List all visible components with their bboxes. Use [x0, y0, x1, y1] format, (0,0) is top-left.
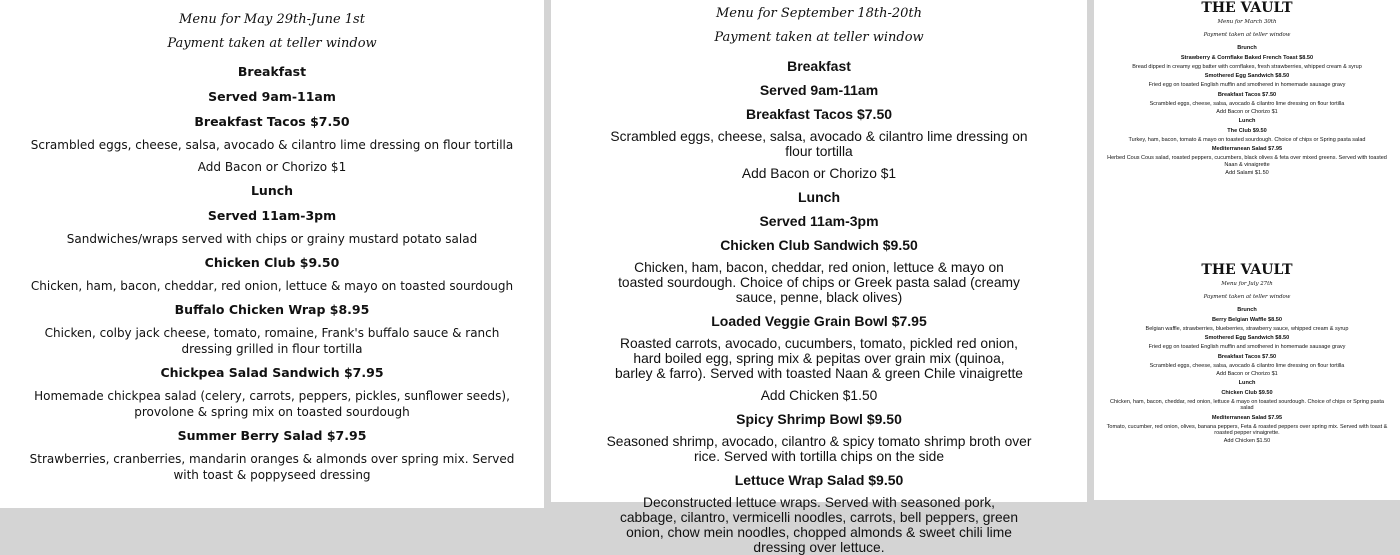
payment-note: Payment taken at teller window: [1203, 32, 1291, 38]
breakfast-tacos-desc: Scrambled eggs, cheese, salsa, avocado & cilantro lime dressing on flour tortilla: [610, 129, 1028, 159]
buffalo-wrap-title: Buffalo Chicken Wrap $8.95: [174, 302, 370, 317]
chicken-club-desc: Chicken, ham, bacon, cheddar, red onion, lettuce & mayo on toasted sourdough: [30, 279, 514, 293]
breakfast-tacos-addon: Add Bacon or Chorizo $1: [741, 166, 897, 181]
vault-logo: THE VAULT: [1201, 0, 1293, 16]
shrimp-bowl-title: Spicy Shrimp Bowl $9.50: [736, 411, 902, 427]
breakfast-hours: Served 9am-11am: [759, 82, 879, 98]
breakfast-tacos-addon: Add Bacon or Chorizo $1: [1216, 108, 1278, 115]
payment-note: Payment taken at teller window: [714, 30, 924, 45]
french-toast-desc: Bread dipped in creamy egg batter with cornflakes, fresh strawberries, whipped cream & syrup: [1132, 64, 1362, 70]
veggie-bowl-title: Loaded Veggie Grain Bowl $7.95: [711, 313, 927, 329]
lunch-heading: Lunch: [798, 189, 840, 205]
breakfast-heading: Breakfast: [787, 58, 851, 74]
vault-menu-july: [1094, 262, 1400, 500]
breakfast-tacos-addon: Add Bacon or Chorizo $1: [1216, 370, 1278, 377]
payment-note: Payment taken at teller window: [1203, 294, 1291, 300]
lunch-heading: Lunch: [250, 183, 294, 198]
vault-menu-march: [1094, 0, 1400, 262]
breakfast-heading: Breakfast: [237, 64, 307, 79]
breakfast-tacos-title: Breakfast Tacos $7.50: [1217, 91, 1277, 98]
menu-page-september: [551, 0, 1087, 555]
menu-title: Menu for September 18th-20th: [715, 6, 923, 21]
club-title: Chicken Club $9.50: [1221, 390, 1273, 397]
chickpea-desc: Homemade chickpea salad (celery, carrots, peppers, pickles, sunflower seeds), provolone & spring mix on toasted sourdough: [34, 389, 510, 419]
brunch-heading: Brunch: [1237, 307, 1257, 313]
lunch-hours: Served 11am-3pm: [207, 208, 337, 223]
lunch-note: Sandwiches/wraps served with chips or grainy mustard potato salad: [66, 232, 478, 246]
chickpea-title: Chickpea Salad Sandwich $7.95: [160, 365, 384, 380]
smothered-egg-desc: Fried egg on toasted English muffin and smothered in homemade sausage gravy: [1148, 82, 1346, 89]
vault-logo: THE VAULT: [1201, 262, 1293, 278]
club-desc: Turkey, ham, bacon, tomato & mayo on toasted sourdough. Choice of chips or Spring pasta salad: [1128, 137, 1366, 144]
lunch-hours: Served 11am-3pm: [759, 213, 879, 229]
mediterranean-title: Mediterranean Salad $7.95: [1211, 146, 1283, 153]
menu-title: Menu for March 30th: [1217, 19, 1277, 25]
french-toast-title: Strawberry & Cornflake Baked French Toast $8.50: [1180, 55, 1314, 61]
lettuce-wrap-desc: Deconstructed lettuce wraps. Served with seasoned pork, cabbage, cilantro, vermicelli noodles, carrots, bell peppers, green onion, chow mein noodles, chopped almonds & sweet chili lime dressing over lettuce.: [619, 495, 1019, 555]
breakfast-tacos-desc: Scrambled eggs, cheese, salsa, avocado & cilantro lime dressing on flour tortilla: [1149, 362, 1345, 369]
berry-salad-desc: Strawberries, cranberries, mandarin oranges & almonds over spring mix. Served with toast & poppyseed dressing: [29, 452, 515, 482]
chicken-club-title: Chicken Club $9.50: [204, 255, 340, 270]
breakfast-tacos-title: Breakfast Tacos $7.50: [745, 106, 893, 122]
menu-title: Menu for May 29th-June 1st: [179, 12, 365, 27]
veggie-bowl-desc: Roasted carrots, avocado, cucumbers, tomato, pickled red onion, hard boiled egg, spring mix & pepitas over grain mix (quinoa, barley & farro). Served with toasted Naan & green Chile vinaigrette: [615, 336, 1023, 381]
shrimp-bowl-desc: Seasoned shrimp, avocado, cilantro & spicy tomato shrimp broth over rice. Served with tortilla chips on the side: [606, 434, 1032, 464]
breakfast-tacos-desc: Scrambled eggs, cheese, salsa, avocado & cilantro lime dressing on flour tortilla: [30, 138, 514, 152]
lunch-heading: Lunch: [1238, 118, 1256, 125]
breakfast-hours: Served 9am-11am: [208, 89, 336, 104]
mediterranean-title: Mediterranean Salad $7.95: [1211, 414, 1283, 421]
breakfast-tacos-title: Breakfast Tacos $7.50: [1217, 353, 1277, 360]
breakfast-tacos-title: Breakfast Tacos $7.50: [194, 114, 350, 129]
smothered-egg-title: Smothered Egg Sandwich $8.50: [1204, 335, 1290, 342]
mediterranean-addon: Add Salami $1.50: [1225, 170, 1269, 177]
club-sandwich-title: Chicken Club Sandwich $9.50: [720, 237, 918, 253]
lunch-heading: Lunch: [1238, 380, 1256, 387]
menu-title: Menu for July 27th: [1221, 281, 1273, 287]
veggie-bowl-addon: Add Chicken $1.50: [760, 388, 878, 403]
menu-page-may: [0, 0, 544, 508]
mediterranean-addon: Add Chicken $1.50: [1223, 438, 1271, 445]
club-sandwich-desc: Chicken, ham, bacon, cheddar, red onion, lettuce & mayo on toasted sourdough. Choice of chips or Greek pasta salad (creamy sauce, penne, black olives): [618, 260, 1020, 305]
mediterranean-desc: Tomato, cucumber, red onion, olives, banana peppers, Feta & roasted peppers over spring mix. Served with toast & roasted pepper vinaigrette.: [1106, 423, 1388, 437]
breakfast-tacos-addon: Add Bacon or Chorizo $1: [197, 160, 347, 174]
berry-salad-title: Summer Berry Salad $7.95: [177, 428, 367, 443]
waffle-title: Berry Belgian Waffle $8.50: [1211, 317, 1283, 323]
club-desc: Chicken, ham, bacon, cheddar, red onion, lettuce & mayo on toasted sourdough. Choice of chips or Spring pasta salad: [1110, 399, 1384, 412]
menu-page-vault: [1094, 0, 1400, 500]
brunch-heading: Brunch: [1237, 45, 1257, 51]
smothered-egg-title: Smothered Egg Sandwich $8.50: [1204, 73, 1290, 80]
mediterranean-desc: Herbed Cous Cous salad, roasted peppers, cucumbers, black olives & feta over mixed greens. Served with toasted Naan & vinaigrette: [1107, 155, 1387, 168]
payment-note: Payment taken at teller window: [167, 36, 377, 51]
breakfast-tacos-desc: Scrambled eggs, cheese, salsa, avocado & cilantro lime dressing on flour tortilla: [1149, 100, 1345, 107]
waffle-desc: Belgian waffle, strawberries, blueberries, strawberry sauce, whipped cream & syrup: [1145, 326, 1349, 332]
lettuce-wrap-title: Lettuce Wrap Salad $9.50: [734, 472, 904, 488]
club-title: The Club $9.50: [1227, 128, 1267, 135]
smothered-egg-desc: Fried egg on toasted English muffin and smothered in homemade sausage gravy: [1148, 344, 1346, 351]
buffalo-wrap-desc: Chicken, colby jack cheese, tomato, romaine, Frank's buffalo sauce & ranch dressing grilled in flour tortilla: [44, 326, 500, 356]
